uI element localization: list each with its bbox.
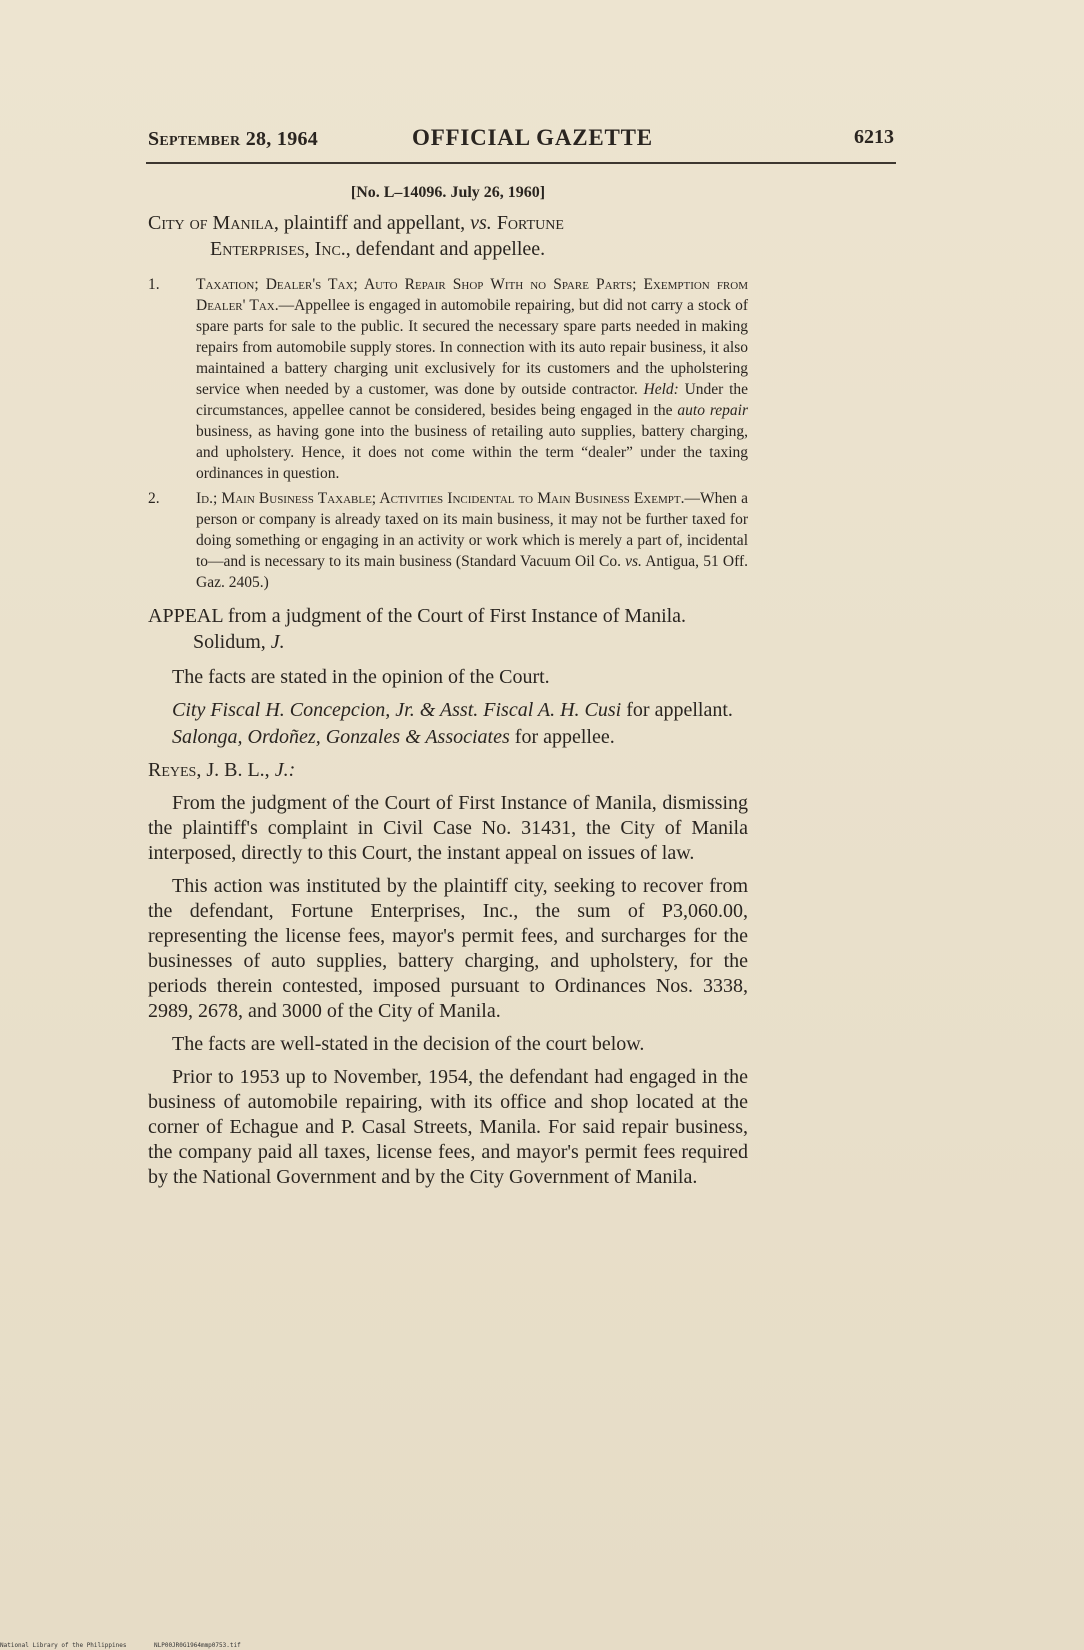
- ponente-name: Reyes, J. B. L.,: [148, 759, 270, 781]
- syllabus-versus: vs.: [625, 553, 642, 570]
- syllabus-text: —Appellee is engaged in automobile repairing, but did not carry a stock of spare parts for sale to the public. It secured the necessary spare parts needed in making repairs from automobile supply stores. In connection with its auto repair business, it also maintained a battery charging unit exclusively for its customers and the upholstering service when needed by a customer, was done by outside contractor.: [196, 297, 748, 398]
- opinion-paragraph: From the judgment of the Court of First Instance of Manila, dismissing the plaintiff's complaint in Civil Case No. 31431, the City of Manila interposed, directly to this Court, the instant appeal on issues of law.: [148, 792, 748, 864]
- counsel-appellant: [148, 698, 748, 723]
- issue-date: September 28, 1964: [148, 128, 319, 150]
- appeal-word: APPEAL: [148, 605, 223, 627]
- appeal-text: from a judgment of the Court of First Instance of Manila. Solidum,: [193, 605, 687, 653]
- opinion-paragraph: Prior to 1953 up to November, 1954, the defendant had engaged in the business of automobile repairing, with its office and shop located at the corner of Echague and P. Casal Streets, Manila. For said repair business, the company paid all taxes, license fees, and mayor's permit fees required by the National Government and by the City Government of Manila.: [148, 1066, 748, 1188]
- syllabus-number: 2.: [148, 490, 160, 507]
- trial-judge-title: J.: [270, 631, 285, 653]
- syllabus-text: business, as having gone into the business of retailing auto supplies, battery charging, and upholstery. Hence, it does not come within the term “dealer” under the taxing ordinances in question.: [196, 423, 748, 482]
- defendant-role: , defendant and appellee.: [345, 238, 546, 260]
- publication-title: OFFICIAL GAZETTE: [412, 125, 653, 150]
- versus: vs.: [470, 212, 492, 234]
- library-credit: National Library of the Philippines: [0, 1642, 127, 1649]
- syllabus-text: Antigua, 51 Off. Gaz. 2405.): [196, 553, 748, 591]
- page-header: [148, 125, 898, 154]
- opinion-paragraph: This action was instituted by the plaintiff city, seeking to recover from the defendant, Fortune Enterprises, Inc., the sum of P3,060.00, representing the license fees, mayor's permit fees, and surcharges for the businesses of auto supplies, battery charging, and upholstery, for the periods therein contested, imposed pursuant to Ordinances Nos. 3338, 2989, 2678, and 3000 of the City of Manila.: [148, 875, 748, 1022]
- syllabus-italic-term: auto repair: [677, 402, 748, 419]
- appellee-counsel-names: Salonga, Ordoñez, Gonzales & Associates: [172, 726, 510, 748]
- appellant-counsel-names: City Fiscal H. Concepcion, Jr. & Asst. Fiscal A. H. Cusi: [172, 699, 622, 721]
- plaintiff-name: City of Manila: [148, 212, 274, 234]
- appellee-counsel-role: for appellee.: [509, 726, 615, 748]
- counsel-appellee: [148, 725, 748, 750]
- syllabus-text: Under the circumstances, appellee cannot be considered, besides being engaged in the: [196, 381, 749, 419]
- case-number: [148, 184, 748, 202]
- syllabus-heading: Taxation; Dealer's Tax; Auto Repair Shop With no Spare Parts; Exemption from Dealer' Tax.: [196, 276, 748, 314]
- held-label: Held:: [643, 381, 679, 398]
- facts-statement: The facts are stated in the opinion of the Court.: [172, 666, 550, 688]
- page-number: 6213: [854, 126, 894, 148]
- ponente-title: J.:: [274, 759, 296, 781]
- decision-date: July 26, 1960]: [450, 184, 546, 201]
- docket-number: [No. L–14096.: [350, 184, 447, 201]
- case-caption: [148, 210, 748, 262]
- defendant-name-1: Fortune: [496, 212, 564, 234]
- syllabus-item: [148, 488, 748, 593]
- scan-filename: NLP00JR0G1964mmp0753.tif: [154, 1642, 241, 1649]
- appeal-statement: [148, 603, 748, 655]
- syllabus-number: 1.: [148, 276, 160, 293]
- opinion-paragraph: The facts are well-stated in the decision of the court below.: [172, 1033, 645, 1055]
- header-rule: [146, 162, 896, 164]
- syllabus-text: —When a person or company is already taxed on its main business, it may not be further taxed for doing something or engaging in an activity or work which is merely a part of, incidental to—and is necessary to its main business (Standard Vacuum Oil Co.: [196, 490, 749, 570]
- appellant-counsel-role: for appellant.: [621, 699, 733, 721]
- ponente-line: [148, 758, 748, 783]
- document-body: [148, 184, 748, 1198]
- syllabus-item: [148, 274, 748, 484]
- defendant-name-2: Enterprises, Inc.: [210, 238, 346, 260]
- plaintiff-role: , plaintiff and appellant,: [273, 212, 466, 234]
- syllabus-heading: Id.; Main Business Taxable; Activities Incidental to Main Business Exempt.: [196, 490, 685, 507]
